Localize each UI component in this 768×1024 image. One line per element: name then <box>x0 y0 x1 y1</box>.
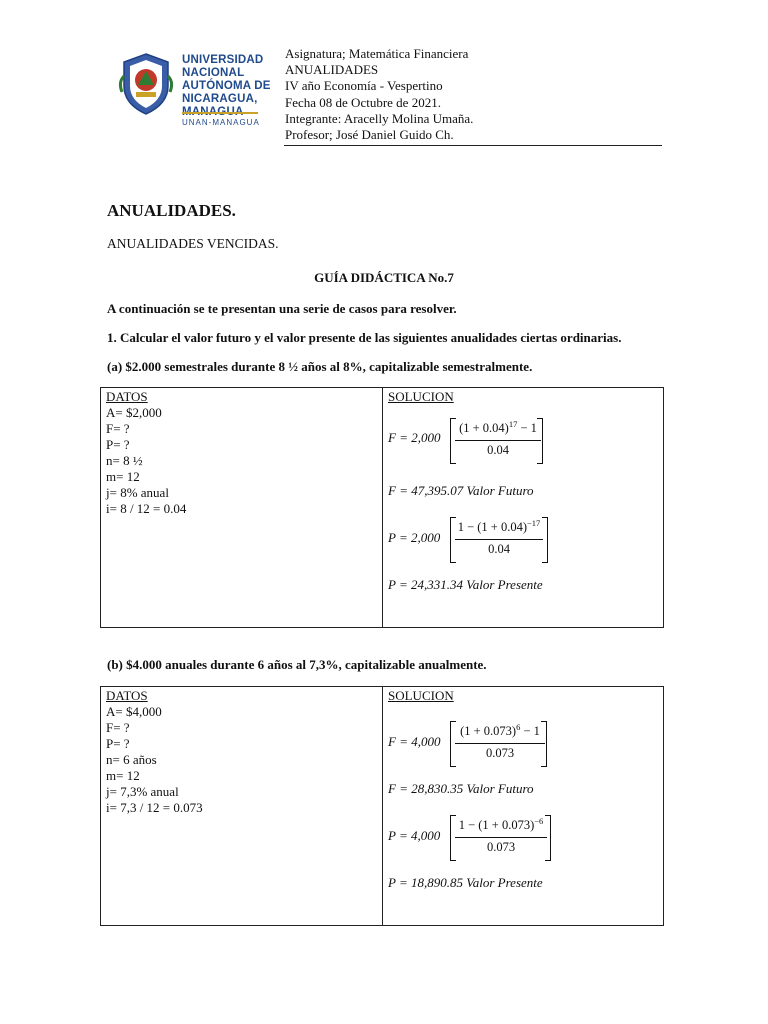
formula-future-fraction <box>455 721 545 764</box>
header-topic: ANUALIDADES <box>285 62 379 77</box>
formula-num-tail: − 1 <box>520 724 540 738</box>
table-divider <box>382 687 383 925</box>
formula-exponent: 17 <box>508 418 518 429</box>
header-divider <box>284 145 662 146</box>
formula-num-tail: − 1 <box>517 421 537 435</box>
datos-item: i= 8 / 12 = 0.04 <box>106 501 187 516</box>
formula-exponent: 6 <box>516 721 521 732</box>
datos-heading: DATOS <box>106 688 148 703</box>
present-value-label: Valor Presente <box>466 577 543 592</box>
future-value-label: Valor Futuro <box>466 483 534 498</box>
solucion-heading: SOLUCION <box>388 389 454 404</box>
header-course: IV año Economía - Vespertino <box>285 78 443 93</box>
university-name-line: AUTÓNOMA DE <box>182 80 271 92</box>
formula-exponent: −17 <box>527 517 541 528</box>
datos-item: P= ? <box>106 736 130 751</box>
university-subtitle: UNAN-MANAGUA <box>182 118 260 127</box>
formula-future-fraction <box>455 418 541 461</box>
right-bracket <box>537 418 543 464</box>
datos-item: m= 12 <box>106 768 140 783</box>
formula-exponent: −6 <box>534 815 544 826</box>
datos-item: i= 7,3 / 12 = 0.073 <box>106 800 203 815</box>
page-title: ANUALIDADES. <box>107 201 236 220</box>
datos-item: A= $2,000 <box>106 405 162 420</box>
future-value-result: F = 47,395.07 Valor Futuro <box>388 483 534 498</box>
formula-present-lhs: P = 4,000 <box>388 828 441 843</box>
table-divider <box>382 388 383 627</box>
formula-denominator: 0.04 <box>488 542 510 556</box>
formula-denominator: 0.073 <box>486 840 516 854</box>
intro-text: A continuación se te presentan una serie de casos para resolver. <box>107 301 457 316</box>
future-value-result: F = 28,830.35 Valor Futuro <box>388 781 534 796</box>
guide-title: GUÍA DIDÁCTICA No.7 <box>314 270 454 285</box>
right-bracket <box>541 721 547 767</box>
formula-future-lhs: F = 4,000 <box>388 734 441 749</box>
university-name-line: NICARAGUA, <box>182 93 258 105</box>
formula-present-fraction <box>455 517 543 560</box>
table-part-b <box>100 686 664 926</box>
present-value-label: Valor Presente <box>466 875 543 890</box>
datos-item: n= 6 años <box>106 752 157 767</box>
datos-heading: DATOS <box>106 389 148 404</box>
future-value-label: Valor Futuro <box>466 781 534 796</box>
header-date: Fecha 08 de Octubre de 2021. <box>285 95 441 110</box>
formula-future-lhs: F = 2,000 <box>388 430 441 445</box>
formula-num: (1 + 0.04) <box>459 421 509 435</box>
university-name-line: NACIONAL <box>182 67 245 79</box>
formula-denominator: 0.073 <box>485 746 515 760</box>
present-value-result: P = 24,331.34 Valor Presente <box>388 577 543 592</box>
header-subject: Asignatura; Matemática Financiera <box>285 46 469 61</box>
right-bracket <box>542 517 548 563</box>
datos-item: F= ? <box>106 421 130 436</box>
question-part-a: (a) $2.000 semestrales durante 8 ½ años al 8%, capitalizable semestralmente. <box>107 359 533 374</box>
formula-present-lhs: P = 2,000 <box>388 530 441 545</box>
formula-present-fraction <box>455 815 547 858</box>
datos-item: m= 12 <box>106 469 140 484</box>
formula-denominator: 0.04 <box>487 443 509 457</box>
brand-accent-bar <box>182 112 258 114</box>
formula-num: (1 + 0.073) <box>460 724 517 738</box>
datos-item: j= 7,3% anual <box>106 784 179 799</box>
right-bracket <box>545 815 551 861</box>
formula-num: 1 − (1 + 0.073) <box>458 818 535 832</box>
question-1: 1. Calcular el valor futuro y el valor presente de las siguientes anualidades ciertas ordinarias. <box>107 330 622 345</box>
section-subtitle: ANUALIDADES VENCIDAS. <box>107 236 279 251</box>
datos-item: n= 8 ½ <box>106 453 143 468</box>
table-part-a <box>100 387 664 628</box>
solucion-heading: SOLUCION <box>388 688 454 703</box>
datos-item: P= ? <box>106 437 130 452</box>
present-value-result: P = 18,890.85 Valor Presente <box>388 875 543 890</box>
university-seal-icon <box>118 52 174 116</box>
university-name-line: UNIVERSIDAD <box>182 54 264 66</box>
datos-item: A= $4,000 <box>106 704 162 719</box>
datos-item: F= ? <box>106 720 130 735</box>
datos-item: j= 8% anual <box>106 485 169 500</box>
header-student: Integrante: Aracelly Molina Umaña. <box>285 111 474 126</box>
question-part-b: (b) $4.000 anuales durante 6 años al 7,3%, capitalizable anualmente. <box>107 657 487 672</box>
header-professor: Profesor; José Daniel Guido Ch. <box>285 127 454 142</box>
formula-num: 1 − (1 + 0.04) <box>457 520 527 534</box>
